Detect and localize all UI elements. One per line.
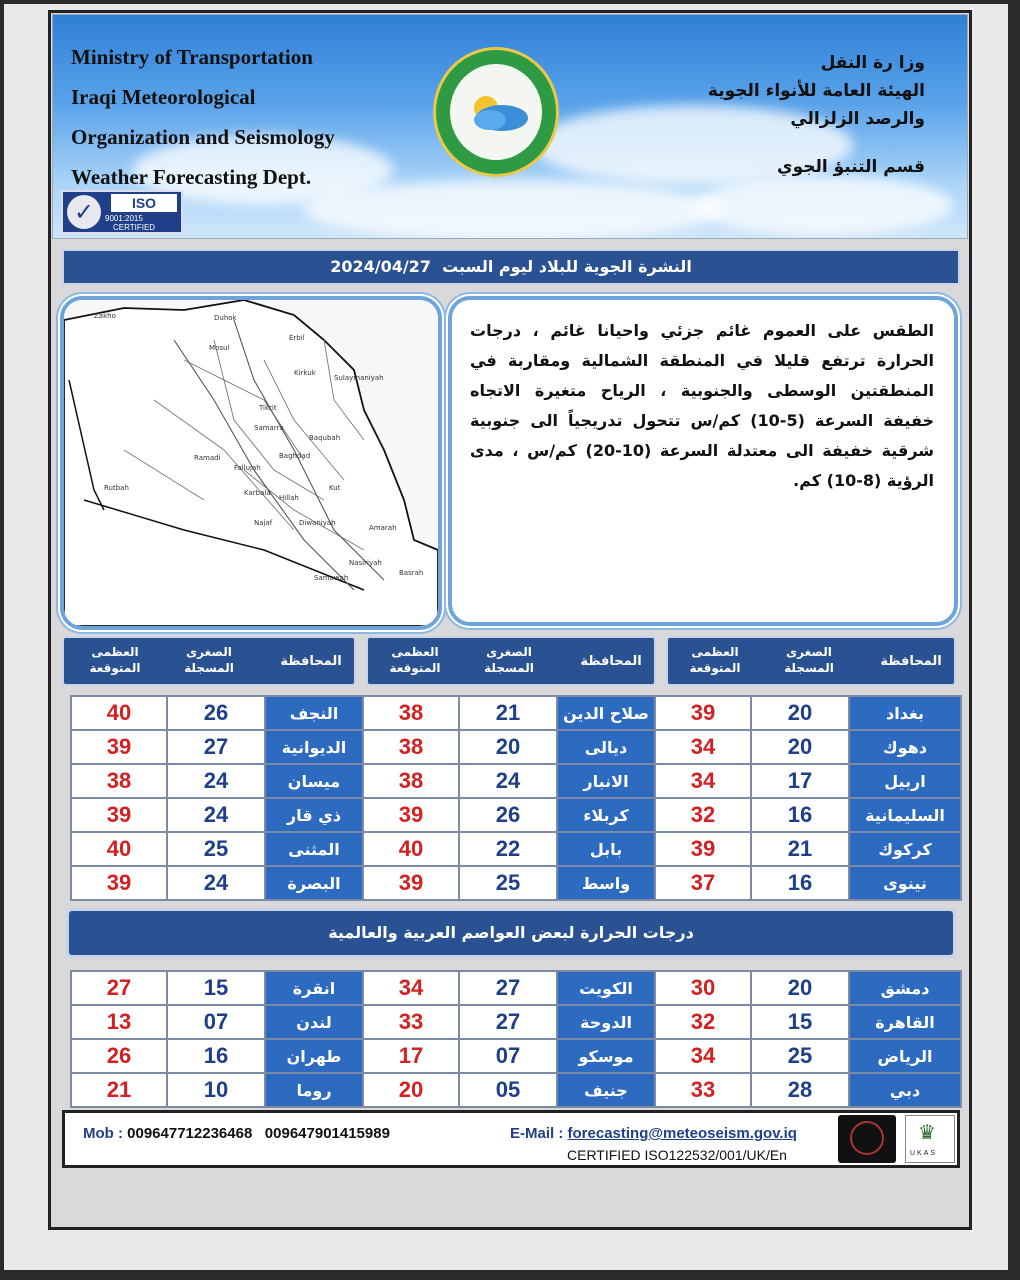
map-label: Nasiriyah (349, 559, 382, 567)
map-label: Diwaniyah (299, 519, 336, 527)
min-temp-cell: 16 (751, 866, 849, 900)
city-name-cell: القاهرة (849, 1005, 961, 1039)
max-temp-cell: 20 (363, 1073, 459, 1107)
max-temp-cell: 33 (363, 1005, 459, 1039)
email-contact (510, 1125, 797, 1142)
table-row (71, 971, 961, 1005)
max-temp-cell: 37 (655, 866, 751, 900)
min-temp-cell: 20 (751, 971, 849, 1005)
min-temp-cell: 07 (459, 1039, 557, 1073)
col-max: العظمى المتوقعة (389, 645, 441, 675)
org-name-en-2: Organization and Seismology (71, 125, 335, 149)
org-name-ar-2: والرصد الزلزالي (790, 109, 925, 129)
ukas-label: UKAS (910, 1150, 938, 1157)
organization-logo (433, 47, 559, 177)
max-temp-cell: 21 (71, 1073, 167, 1107)
map-label: Erbil (289, 334, 305, 342)
map-label: Kut (329, 484, 341, 492)
map-label: Hillah (279, 494, 299, 502)
bulletin-title: النشرة الجوية للبلاد ليوم السبت (442, 257, 692, 276)
max-temp-cell: 40 (71, 696, 167, 730)
city-name-cell: صلاح الدين (557, 696, 655, 730)
col-governorate: المحافظة (580, 654, 642, 669)
city-name-cell: السليمانية (849, 798, 961, 832)
city-name-cell: ديالى (557, 730, 655, 764)
city-name-cell: اربيل (849, 764, 961, 798)
map-label: Duhok (214, 314, 237, 322)
mob-label: Mob : (83, 1125, 123, 1142)
col-max: العظمى المتوقعة (89, 645, 141, 675)
min-temp-cell: 20 (459, 730, 557, 764)
map-label: Najaf (254, 519, 273, 527)
min-temp-cell: 05 (459, 1073, 557, 1107)
min-temp-cell: 27 (459, 1005, 557, 1039)
city-name-cell: البصرة (265, 866, 363, 900)
iraq-map (60, 296, 442, 630)
footer (62, 1110, 960, 1168)
max-temp-cell: 38 (71, 764, 167, 798)
min-temp-cell: 15 (751, 1005, 849, 1039)
min-temp-cell: 22 (459, 832, 557, 866)
max-temp-cell: 39 (363, 866, 459, 900)
map-label: Ramadi (194, 454, 221, 462)
map-label: Sulaymaniyah (334, 374, 384, 382)
city-name-cell: ميسان (265, 764, 363, 798)
bulletin-title-bar (62, 249, 960, 285)
org-name-en-1: Iraqi Meteorological (71, 85, 256, 109)
map-label: Samawah (314, 574, 349, 582)
capitals-temperatures-table (70, 970, 962, 1108)
map-label: Amarah (369, 524, 397, 532)
ministry-name-en: Ministry of Transportation (71, 45, 313, 69)
map-label: Kirkuk (294, 369, 316, 377)
max-temp-cell: 34 (655, 764, 751, 798)
iso-badge (61, 190, 183, 234)
iraq-temperatures-table (70, 695, 962, 901)
column-header-group-1 (666, 636, 956, 686)
sun-cloud-icon (450, 64, 542, 160)
max-temp-cell: 32 (655, 1005, 751, 1039)
city-name-cell: المثنى (265, 832, 363, 866)
max-temp-cell: 32 (655, 798, 751, 832)
max-temp-cell: 39 (71, 798, 167, 832)
min-temp-cell: 21 (459, 696, 557, 730)
min-temp-cell: 27 (167, 730, 265, 764)
min-temp-cell: 25 (751, 1039, 849, 1073)
iraq-table-body (71, 696, 961, 900)
seal-ring (850, 1121, 884, 1155)
map-label: Karbala (244, 489, 271, 497)
capitals-title-bar (66, 908, 956, 958)
min-temp-cell: 27 (459, 971, 557, 1005)
city-name-cell: انقرة (265, 971, 363, 1005)
city-name-cell: الكويت (557, 971, 655, 1005)
city-name-cell: كربلاء (557, 798, 655, 832)
city-name-cell: موسكو (557, 1039, 655, 1073)
col-max: العظمى المتوقعة (689, 645, 741, 675)
min-temp-cell: 21 (751, 832, 849, 866)
iso-certified: CERTIFIED (113, 223, 156, 232)
map-label: Basrah (399, 569, 424, 577)
capitals-title: درجات الحرارة لبعض العواصم العربية والعالمية (328, 923, 694, 942)
min-temp-cell: 26 (459, 798, 557, 832)
city-name-cell: روما (265, 1073, 363, 1107)
min-temp-cell: 25 (459, 866, 557, 900)
max-temp-cell: 34 (363, 971, 459, 1005)
city-name-cell: ذي قار (265, 798, 363, 832)
map-drawing (64, 300, 438, 626)
table-row (71, 730, 961, 764)
table-row (71, 764, 961, 798)
logo-inner (450, 64, 542, 160)
min-temp-cell: 28 (751, 1073, 849, 1107)
max-temp-cell: 38 (363, 764, 459, 798)
certification-text: CERTIFIED ISO122532/001/UK/En (567, 1147, 787, 1163)
table-row (71, 1005, 961, 1039)
city-name-cell: دمشق (849, 971, 961, 1005)
min-temp-cell: 24 (459, 764, 557, 798)
max-temp-cell: 38 (363, 730, 459, 764)
city-name-cell: الديوانية (265, 730, 363, 764)
max-temp-cell: 17 (363, 1039, 459, 1073)
dept-name-en: Weather Forecasting Dept. (71, 165, 312, 189)
city-name-cell: كركوك (849, 832, 961, 866)
table-row (71, 1039, 961, 1073)
map-label: Rutbah (104, 484, 129, 492)
max-temp-cell: 40 (363, 832, 459, 866)
capitals-table-body (71, 971, 961, 1107)
forecast-description-box (448, 296, 958, 626)
iso-standard: 9001:2015 (105, 214, 143, 223)
map-label: Samarra (254, 424, 284, 432)
cloud-decoration (693, 175, 953, 235)
max-temp-cell: 34 (655, 730, 751, 764)
header-banner (52, 14, 968, 239)
city-name-cell: الرياض (849, 1039, 961, 1073)
max-temp-cell: 33 (655, 1073, 751, 1107)
col-min: الصغرى المسجلة (184, 645, 234, 675)
bulletin-date: 2024/04/27 (330, 257, 431, 276)
max-temp-cell: 39 (71, 866, 167, 900)
map-label: Tikrit (259, 404, 277, 412)
min-temp-cell: 25 (167, 832, 265, 866)
ukas-badge (905, 1115, 955, 1163)
max-temp-cell: 34 (655, 1039, 751, 1073)
mob-numbers: 009647712236468 009647901415989 (127, 1125, 390, 1142)
mobile-contact (83, 1125, 390, 1142)
col-min: الصغرى المسجلة (784, 645, 834, 675)
city-name-cell: دهوك (849, 730, 961, 764)
city-name-cell: لندن (265, 1005, 363, 1039)
col-min: الصغرى المسجلة (484, 645, 534, 675)
table-row (71, 866, 961, 900)
min-temp-cell: 26 (167, 696, 265, 730)
min-temp-cell: 15 (167, 971, 265, 1005)
certification-seal-icon (838, 1115, 896, 1163)
max-temp-cell: 39 (363, 798, 459, 832)
min-temp-cell: 24 (167, 764, 265, 798)
city-name-cell: الدوحة (557, 1005, 655, 1039)
map-label: Fallujah (234, 464, 261, 472)
table-row (71, 696, 961, 730)
city-name-cell: الانبار (557, 764, 655, 798)
city-name-cell: واسط (557, 866, 655, 900)
city-name-cell: بابل (557, 832, 655, 866)
ministry-name-ar: وزا رة النقل (820, 53, 925, 73)
city-name-cell: النجف (265, 696, 363, 730)
max-temp-cell: 39 (655, 832, 751, 866)
min-temp-cell: 16 (167, 1039, 265, 1073)
iso-label: ISO (111, 194, 177, 212)
min-temp-cell: 16 (751, 798, 849, 832)
email-link[interactable]: forecasting@meteoseism.gov.iq (567, 1125, 797, 1142)
min-temp-cell: 10 (167, 1073, 265, 1107)
table-row (71, 1073, 961, 1107)
checkmark-icon: ✓ (67, 195, 101, 229)
forecast-description: الطقس على العموم غائم جزئي واحيانا غائم ، درجات الحرارة ترتفع قليلا في المنطقة الشمالية ومقاربة في المنطقتين الوسطى والجنوبية ، الرياح متغيرة الاتجاه خفيفة السرعة (5-10) كم/س تتحول تدريجياً الى جنوبية شرقية خفيفة الى معتدلة السرعة (10-20) كم/س ، مدى الرؤية (8-10) كم. (470, 321, 935, 490)
col-governorate: المحافظة (280, 654, 342, 669)
city-name-cell: نينوى (849, 866, 961, 900)
max-temp-cell: 40 (71, 832, 167, 866)
max-temp-cell: 26 (71, 1039, 167, 1073)
city-name-cell: دبي (849, 1073, 961, 1107)
max-temp-cell: 30 (655, 971, 751, 1005)
table-row (71, 798, 961, 832)
min-temp-cell: 20 (751, 696, 849, 730)
map-label: Baqubah (309, 434, 341, 442)
col-governorate: المحافظة (880, 654, 942, 669)
min-temp-cell: 24 (167, 798, 265, 832)
map-label: Zakho (94, 312, 116, 320)
city-name-cell: طهران (265, 1039, 363, 1073)
min-temp-cell: 20 (751, 730, 849, 764)
org-name-ar-1: الهيئة العامة للأنواء الجوية (707, 81, 925, 101)
city-name-cell: بغداد (849, 696, 961, 730)
max-temp-cell: 27 (71, 971, 167, 1005)
email-label: E-Mail : (510, 1125, 564, 1142)
min-temp-cell: 17 (751, 764, 849, 798)
min-temp-cell: 24 (167, 866, 265, 900)
max-temp-cell: 39 (655, 696, 751, 730)
crown-icon: ♛ (918, 1120, 936, 1144)
cloud-decoration (303, 180, 723, 239)
max-temp-cell: 38 (363, 696, 459, 730)
column-header-group-3 (62, 636, 356, 686)
min-temp-cell: 07 (167, 1005, 265, 1039)
map-label: Mosul (209, 344, 230, 352)
table-row (71, 832, 961, 866)
map-label: Baghdad (279, 452, 311, 460)
max-temp-cell: 39 (71, 730, 167, 764)
city-name-cell: جنيف (557, 1073, 655, 1107)
max-temp-cell: 13 (71, 1005, 167, 1039)
column-header-group-2 (366, 636, 656, 686)
dept-name-ar: قسم التنبؤ الجوي (777, 157, 925, 177)
